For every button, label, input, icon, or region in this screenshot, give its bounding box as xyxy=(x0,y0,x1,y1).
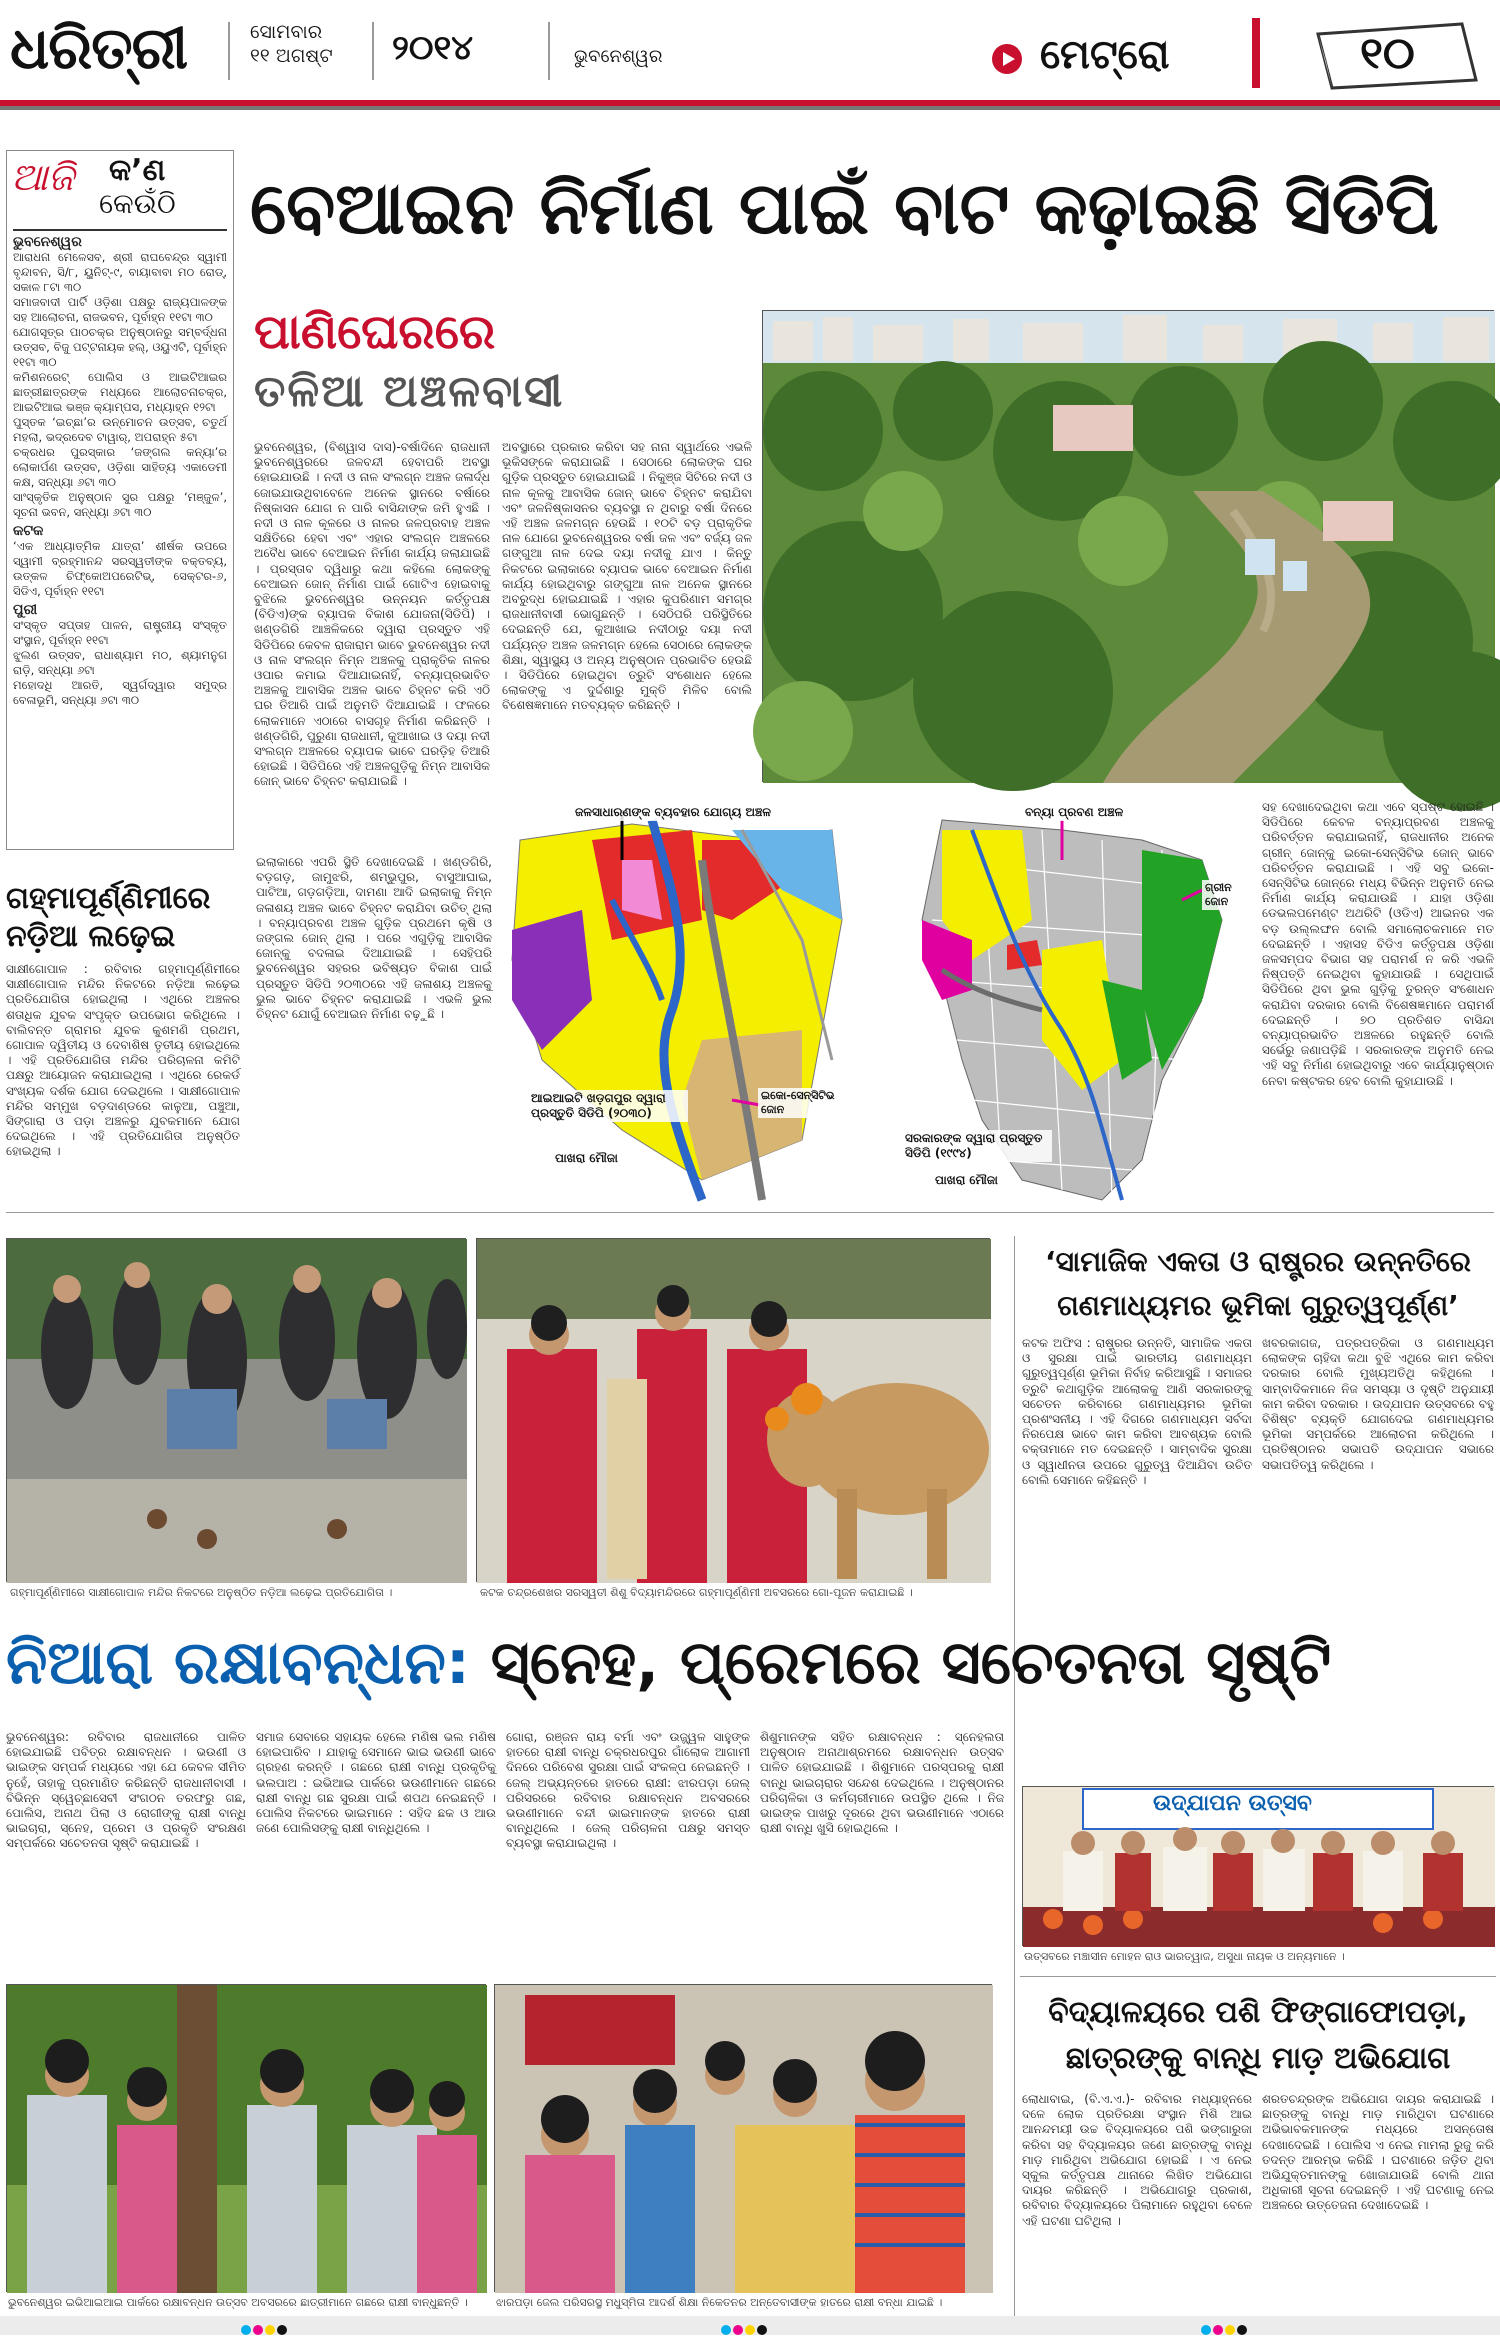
rakhi-body-col4: ଶିଶୁମାନଙ୍କ ସହିତ ରକ୍ଷାବନ୍ଧନ : ସ୍ନେହଲତା ଅନୁଷ୍ଠାନ ଅନାଥାଶ୍ରମରେ ରକ୍ଷାବନ୍ଧନ ଉତ୍ସବ ପାଳିତ ହୋଇଯାଇଛି । ଶିଶୁମାନେ ପରସ୍ପରକୁ ରାକ୍ଷୀ ବାନ୍ଧି ଭାଇଚାରାର ସନ୍ଦେଶ ଦେଇଥିଲେ । ଅନୁଷ୍ଠାନର ପରିଚାଳିକା ଓ କର୍ମଚାରୀମାନେ ଉପସ୍ଥିତ ଥିଲେ । ନିଜ ଭାଇଙ୍କ ପାଖରୁ ଦୂରରେ ଥିବା ଭଉଣୀମାନେ ଏଠାରେ ରାକ୍ଷୀ ବାନ୍ଧି ଖୁସି ହୋଇଥିଲେ । xyxy=(760,1730,1004,1836)
events-listing-box xyxy=(6,150,234,850)
registration-marks xyxy=(1200,2320,1248,2339)
map-left-title: ଜଳସାଧାରଣଙ୍କ ବ୍ୟବହାର ଯୋଗ୍ୟ ଅଞ୍ଚଳ xyxy=(572,804,774,821)
list-item: ‘ଏକ ଆଧ୍ୟାତ୍ମିକ ଯାତ୍ରା’ ଶୀର୍ଷକ ଉପରେ ସ୍ୱାମୀ ବ୍ରହ୍ମାନନ୍ଦ ସରସ୍ୱତୀଙ୍କ ବକ୍ତବ୍ୟ, ଉତ୍କଳ ଚିଫ୍‌କୋଅପରେଟିଭ୍, ସେକ୍ଟର-୬, ସିଡିଏ, ପୂର୍ବାହ୍ନ ୧୧ଟା xyxy=(13,539,227,598)
list-item: ସଂସ୍କୃତ ସପ୍ତାହ ପାଳନ, ରାଷ୍ଟ୍ରୀୟ ସଂସ୍କୃତ ସଂସ୍ଥାନ, ପୂର୍ବାହ୍ନ ୧୧ଟା xyxy=(13,618,227,647)
divider xyxy=(548,22,550,80)
lead-body-col4: ସହ ଦେଖାଦେଇଥିବା କଥା ଏବେ ସ୍ପଷ୍ଟ ହୋଇଛି । ସିଡିପିରେ କେବଳ ବନ୍ୟାପ୍ରବଣ ଅଞ୍ଚଳକୁ ପରିବର୍ତ୍ତନ କରାଯାଇନାହିଁ, ରାଜଧାନୀର ଅନେକ ଗ୍ରୀନ୍ ଜୋନ୍‌କୁ ଇକୋ-ସେନ୍ସିଟିଭ ଜୋନ୍ ଭାବେ ପରିବର୍ତ୍ତନ କରାଯାଇଛି । ଏହି ସବୁ ଇକୋ-ସେନ୍ସିଟିଭ ଜୋନ୍‌ରେ ମଧ୍ୟ ବିଭିନ୍ନ ଅନୁମତି ନେଇ ନିର୍ମାଣ କାର୍ଯ୍ୟ କରାଯାଉଛି । ଯାହା ଓଡ଼ିଶା ଡେଭଲପମେଣ୍ଟ ଅଥରିଟି (ଓଡିଏ) ଆଇନର ଏକ ବଡ଼ ଉଲ୍ଲଙ୍ଘନ ବୋଲି ସମାଲୋଚକମାନେ ମତ ଦେଇଛନ୍ତି । ଏହାସହ ବିଡିଏ କର୍ତ୍ତୃପକ୍ଷ ଓଡ଼ିଶା ଜଳସମ୍ପଦ ବିଭାଗ ସହ ପରାମର୍ଶ ନ କରି ଏଭଳି ନିଷ୍ପତ୍ତି ନେଇଥିବା କୁହାଯାଉଛି । ସେଥିପାଇଁ ସିଡିପିରେ ଥିବା ଭୁଲ ଗୁଡ଼ିକୁ ତୁରନ୍ତ ସଂଶୋଧନ କରାଯିବା ଦରକାର ବୋଲି ବିଶେଷଜ୍ଞମାନେ ପରାମର୍ଶ ଦେଇଛନ୍ତି । ୭୦ ପ୍ରତିଶତ ବାସିନ୍ଦା ବନ୍ୟାପ୍ରଭାବିତ ଅଞ୍ଚଳରେ ରହୁଛନ୍ତି ବୋଲି ସର୍ଭେରୁ ଜଣାପଡ଼ିଛି । ସରକାରଙ୍କ ଅନୁମତି ନେଇ ଏହି ସବୁ ନିର୍ମାଣ ହୋଇଥିବାରୁ ଏବେ କାର୍ଯ୍ୟାନୁଷ୍ଠାନ ନେବା କଷ୍ଟକର ହେବ ବୋଲି କୁହାଯାଉଛି । xyxy=(1262,800,1494,1088)
column-rule xyxy=(1014,1236,1015,2330)
reg-mark xyxy=(1225,2325,1235,2335)
rule xyxy=(13,229,227,231)
issue-year: ୨୦୧୪ xyxy=(392,28,474,68)
coconut-photo-caption: ଗହ୍ମାପୂର୍ଣ୍ଣିମୀରେ ସାକ୍ଷୀଗୋପାଳ ମନ୍ଦିର ନିକଟରେ ଅନୁଷ୍ଠିତ ନଡ଼ିଆ ଲଢ଼େଇ ପ୍ରତିଯୋଗିତା । xyxy=(10,1586,393,1599)
lead-body-col3: ଇଲାକାରେ ଏପରି ସ୍ଥିତି ଦେଖାଦେଇଛି । ଖଣ୍ଡଗିରି, ବଡ଼ଗଡ଼, ଜାମୁଝରି, ଶମ୍ଭୁପୁର, ବାସୁଆଘାଇ, ପାଟିଆ, ଗଡ଼ଗଡ଼ିଆ, ଦାମଣା ଆଦି ଇଲାକାକୁ ନିମ୍ନ ଜଳାଶୟ ଅଞ୍ଚଳ ଭାବେ ଚିହ୍ନଟ କରାଯିବା ଉଚିତ୍ ଥିଲା । ବନ୍ୟାପ୍ରବଣ ଅଞ୍ଚଳ ଗୁଡ଼ିକ ପ୍ରଥମେ କୃଷି ଓ ଜଙ୍ଗଲ ଜୋନ୍ ଥିଲା । ପରେ ଏଗୁଡ଼ିକୁ ଆବାସିକ ଜୋନ୍‌କୁ ବଦଳାଇ ଦିଆଯାଇଛି । ସେହିପରି ଭୁବନେଶ୍ୱର ସହରର ଭବିଷ୍ୟତ ବିକାଶ ପାଇଁ ପ୍ରସ୍ତୁତ ସିଡିପି ୨୦୩୦ରେ ଏହି ଜଳାଶୟ ଅଞ୍ଚଳକୁ ଭୁଲ ଭାବେ ଚିହ୍ନଟ କରାଯାଇଛି । ଏଭଳି ଭୁଲ ଚିହ୍ନଟ ଯୋଗୁଁ ବେଆଇନ ନିର୍ମାଣ ବଢ଼ୁଛି । xyxy=(256,855,492,1022)
gahma-headline xyxy=(6,880,244,956)
cdp-maps xyxy=(502,800,1254,1205)
reg-mark xyxy=(757,2325,767,2335)
lead-subhead: ତଳିଆ ଅଞ୍ଚଳବାସୀ xyxy=(254,366,565,417)
media-body-col1: କଟକ ଅଫିସ : ରାଷ୍ଟ୍ରର ଉନ୍ନତି, ସାମାଜିକ ଏକତା ଓ ସୁରକ୍ଷା ପାଇଁ ଭାରତୀୟ ଗଣମାଧ୍ୟମ ଗୁରୁତ୍ୱପୂର୍ଣ୍ଣ ଭୂମିକା ନିର୍ବାହ କରିଆସୁଛି । ସମାଜର ତ୍ରୁଟି କଥାଗୁଡ଼ିକ ଆଲୋକକୁ ଆଣି ସରକାରଙ୍କୁ ସଚେତନ କରିବାରେ ଗଣମାଧ୍ୟମର ଭୂମିକା ପ୍ରଶଂସନୀୟ । ଏହି ଦିଗରେ ଗଣମାଧ୍ୟମ ସର୍ବଦା ନିରପେକ୍ଷ ଭାବେ କାମ କରିବା ଆବଶ୍ୟକ ବୋଲି ବକ୍ତାମାନେ ମତ ଦେଇଛନ୍ତି । ସାମ୍ବାଦିକ ସୁରକ୍ଷା ଓ ସ୍ୱାଧୀନତା ଉପରେ ଗୁରୁତ୍ୱ ଦିଆଯିବା ଉଚିତ ବୋଲି ସେମାନେ କହିଛନ୍ତି । xyxy=(1022,1336,1252,1487)
page-number-tag xyxy=(1312,22,1480,92)
map-left-river: ପାଖରା ମୌଜା xyxy=(552,1150,621,1167)
listing-title-l2: କେଉଁଠି xyxy=(99,187,176,220)
rakhi-body-col1: ଭୁବନେଶ୍ୱର: ରବିବାର ରାଜଧାନୀରେ ପାଳିତ ହୋଇଯାଇଛି ପବିତ୍ର ରକ୍ଷାବନ୍ଧନ । ଭଉଣୀ ଓ ଭାଇଙ୍କ ସମ୍ପର୍କ ମଧ୍ୟରେ ଏହା ଯେ କେବଳ ସୀମିତ ନୁହେଁ, ତାହାକୁ ପ୍ରମାଣିତ କରିଛନ୍ତି ରାଜଧାନୀବାସୀ । ବିଭିନ୍ନ ସ୍ୱେଚ୍ଛାସେବୀ ସଂଗଠନ ତରଫରୁ ଗଛ, ପୋଲିସ, ଅନାଥ ପିଲା ଓ ରୋଗୀଙ୍କୁ ରାକ୍ଷୀ ବାନ୍ଧି ଭାଇଚାରା, ସ୍ନେହ, ପ୍ରେମ ଓ ପ୍ରକୃତି ସଂରକ୍ଷଣ ସମ୍ପର୍କରେ ସଚେତନତା ସୃଷ୍ଟି କରାଯାଇଛି । xyxy=(6,1730,246,1851)
play-icon xyxy=(992,44,1022,74)
rakhi-body-col2: ସମାଜ ସେବାରେ ସହାୟକ ହେଲେ ମଣିଷ ଭଲ ମଣିଷ ହୋଇପାରିବ । ଯାହାକୁ ସେମାନେ ଭାଇ ଭଉଣୀ ଭାବେ ଗ୍ରହଣ କରନ୍ତି । ଗଛରେ ରାକ୍ଷୀ ବାନ୍ଧି ପ୍ରକୃତିକୁ ଭଲପାଅ : ଇଭିଆଇ ପାର୍କରେ ଭଉଣୀମାନେ ଗଛରେ ରାକ୍ଷୀ ବାନ୍ଧି ଗଛ ସୁରକ୍ଷା ପାଇଁ ଶପଥ ନେଇଛନ୍ତି । ପୋଲିସ ନିକଟରେ ଭାଇମାନେ : ସହିଦ ଛକ ଓ ଆଉ ଜଣେ ପୋଲିସଙ୍କୁ ରାକ୍ଷୀ ବାନ୍ଧିଥିଲେ । xyxy=(256,1730,496,1836)
school-body-col1: ଲୋଧାବାଇ, (ବି.ଏ.ଏ.)- ରବିବାର ମଧ୍ୟାହ୍ନରେ ଦଳେ ଲୋକ ପ୍ରତିରକ୍ଷା ସଂସ୍ଥାନ ମିଶି ଆଇ ଆନନ୍ଦମୟୀ ଉଚ୍ଚ ବିଦ୍ୟାଳୟରେ ପଶି ଭଙ୍ଗାରୁଜା କରିବା ସହ ବିଦ୍ୟାଳୟର ଜଣେ ଛାତ୍ରଙ୍କୁ ବାନ୍ଧି ମାଡ଼ ମାରିଥିବା ଅଭିଯୋଗ ହୋଇଛି । ଏ ନେଇ ସ୍କୁଲ କର୍ତ୍ତୃପକ୍ଷ ଥାନାରେ ଲିଖିତ ଅଭିଯୋଗ ଦାୟର କରିଛନ୍ତି । ଅଭିଯୋଗରୁ ପ୍ରକାଶ, ରବିବାର ବିଦ୍ୟାଳୟରେ ପିଲାମାନେ ରହୁଥିବା ବେଳେ ଏହି ଘଟଣା ଘଟିଥିଲା । xyxy=(1022,2092,1252,2228)
listing-body xyxy=(13,235,227,843)
header-grey-rule xyxy=(0,106,1500,110)
city-bhubaneswar: ଭୁବନେଶ୍ୱର xyxy=(13,234,82,250)
map-right-zone: ଗ୍ରୀନ ଜୋନ xyxy=(1202,880,1252,910)
map-right-caption: ସରକାରଙ୍କ ଦ୍ୱାରା ପ୍ରସ୍ତୁତ ସିଡିପି (୧୯୯୪) xyxy=(902,1130,1052,1162)
paper-name: ଧରିତ୍ରୀ xyxy=(10,14,188,82)
section-name: ମେଟ୍ରୋ xyxy=(1040,32,1170,78)
city-cuttack: କଟକ xyxy=(13,523,44,539)
city-puri: ପୁରୀ xyxy=(13,602,38,618)
reg-mark xyxy=(1201,2325,1211,2335)
media-body-col2: ଖବରକାଗଜ, ପତ୍ରପତ୍ରିକା ଓ ଗଣମାଧ୍ୟମ ଲୋକଙ୍କ ଚାହିଦା କଥା ବୁଝି ଏଥିରେ କାମ କରିବା ଦରକାର ବୋଲି ମୁଖ୍ୟଅତିଥି କହିଥିଲେ । ସାମ୍ବାଦିକମାନେ ନିଜ ସମସ୍ୟା ଓ ଦୃଷ୍ଟି ଅନୁଯାୟୀ କାମ କରିବା ଦରକାର । ଉଦ୍‌ଯାପନ ଉତ୍ସବରେ ବହୁ ବିଶିଷ୍ଟ ବ୍ୟକ୍ତି ଯୋଗଦେଇ ଗଣମାଧ୍ୟମର ଭୂମିକା ସମ୍ପର୍କରେ ଆଲୋଚନା କରିଥିଲେ । ପ୍ରତିଷ୍ଠାନର ସଭାପତି ଉଦ୍‌ଯାପନ ସଭାରେ ସଭାପତିତ୍ୱ କରିଥିଲେ । xyxy=(1262,1336,1494,1472)
map-right-river: ପାଖରା ମୌଜା xyxy=(932,1172,1001,1189)
lead-kicker: ପାଣିଘେରରେ xyxy=(254,304,496,360)
map-left xyxy=(502,800,1254,1205)
divider xyxy=(372,22,374,80)
lead-body-col1: ଭୁବନେଶ୍ୱର, (ବିଶ୍ୱାସ ଦାସ)-ବର୍ଷାଦିନେ ରାଜଧାନୀ ଭୁବନେଶ୍ୱରରେ ଜଳବନ୍ଦୀ ହେବାପରି ଅବସ୍ଥା ହୋଇଯାଉଛି । ନଦୀ ଓ ନାଳ ସଂଲଗ୍ନ ଅଞ୍ଚଳ ଜଳାର୍ଦ୍ଧ ଜୋଇଯାଉଥିବାବେଳେ ଅନେକ ସ୍ଥାନରେ ବର୍ଷାରେ ନିଷ୍କାସନ ଯୋଗ ନ ପାରି ବାସିନ୍ଦାଙ୍କ ଜମି ହୁଏଛି । ନଦୀ ଓ ନାଳ କୂଳରେ ଓ ନାଳର ଜଳପ୍ରବାହ ଅଞ୍ଚଳ ସକ୍ଷିତିରେ ହେବା ଏବଂ ଏହାର ସଂଲଗ୍ନ ଅଞ୍ଚଳରେ ଅବୈଧ ଭାବେ ବେଆଇନ ନିର୍ମାଣ କାର୍ଯ୍ୟ ଜଲାଯାଇଛି । ପ୍ରସ୍ତାବ ଦ୍ୱିଧାରୁ କଥା କହିଲେ ଲୋକଙ୍କୁ ବେଆଇନ ଜୋନ୍ ନିର୍ମାଣ ପାଇଁ ଗୋଟିଏ ହୋଇବାକୁ ବୁଝିଲେ ଭୁବନେଶ୍ୱର ଉନ୍ନୟନ କର୍ତ୍ତୃପକ୍ଷ (ବିଡିଏ)ଙ୍କ ବ୍ୟାପକ ବିକାଶ ଯୋଜନା(ସିଡିପି) । ଖଣ୍ଡଗିରି ଆଞ୍ଚଳିକରେ ଦ୍ୱାରା ପ୍ରସ୍ତୁତ ଏହି ସିଡିପିରେ କେବଳ ରାଜାରାମ ଭାବେ ଭୁବନେଶ୍ୱର ନଦୀ ଓ ନାଳ ସଂଲଗ୍ନ ନିମ୍ନ ଅଞ୍ଚଳକୁ ପ୍ରାକୃତିକ ନାଳର ଓପାର କମାଇ ଦିଆଯାଇନାହିଁ, ବନ୍ୟାପ୍ରଭାବିତ ଅଞ୍ଚଳକୁ ଆବାସିକ ଅଞ୍ଚଳ ଭାବେ ଚିହ୍ନଟ କରି ଏଠି ଘର ତିଆରି ପାଇଁ ଅନୁମତି ଦିଆଯାଇଛି । ଫଳରେ ଲୋକମାନେ ଏଠାରେ ବାସଗୃହ ନିର୍ମାଣ କରିଛନ୍ତି । ଖଣ୍ଡଗିରି, ପୁରୁଣା ରାଜଧାନୀ, କୁଆଖାଇ ଓ ଦୟା ନଦୀ ସଂଲଗ୍ନ ଅଞ୍ଚଳରେ ବ୍ୟାପକ ଭାବେ ଘରଡ଼ିହ ତିଆରି ହୋଇଛି । ସିଡିପିରେ ଏହି ଅଞ୍ଚଳଗୁଡ଼ିକୁ ନିମ୍ନ ଆବାସିକ ଜୋନ୍ ଭାବେ ଚିହ୍ନଟ କରାଯାଇଛି । xyxy=(254,440,490,789)
list-item: ଆରାଧନା ମେଳେସବ, ଶ୍ରୀ ରାଘବେନ୍ଦ୍ର ସ୍ୱାମୀ ବୃନ୍ଦାବନ, ସି/୮, ୟୁନିଟ୍-୯, ବାୟାବାବା ମଠ ରୋଡ୍, ସକାଳ ୮ଟା ୩୦ xyxy=(13,250,227,294)
reg-mark xyxy=(1213,2325,1223,2335)
cow-puja-photo xyxy=(476,1238,990,1582)
section-rule xyxy=(1020,1976,1496,1977)
list-item: ମହୋଦଧି ଆରତି, ସ୍ୱର୍ଗଦ୍ୱାର ସମୁଦ୍ର ବେଳାଭୂମି, ସନ୍ଧ୍ୟା ୬ଟା ୩୦ xyxy=(13,678,227,707)
school-headline-l2: ଛାତ୍ରଙ୍କୁ ବାନ୍ଧି ମାଡ଼ ଅଭିଯୋଗ xyxy=(1065,2041,1451,2076)
children-rakhi-photo xyxy=(494,1984,992,2292)
page-number: ୧୦ xyxy=(1360,28,1415,79)
ceremony-banner: ଉଦ୍‌ଯାପନ ଉତ୍ସବ xyxy=(1153,1791,1312,1816)
list-item: ସମାଜବାଦୀ ପାର୍ଟି ଓଡ଼ିଶା ପକ୍ଷରୁ ରାଜ୍ୟପାଳଙ୍କ ସହ ଆଲୋଚନା, ରାଜଭବନ, ପୂର୍ବାହ୍ନ ୧୧ଟା ୩୦ xyxy=(13,295,227,324)
list-item: ଚକ୍ରଧର ପୁରସ୍କାର ‘ଜଙ୍ଗଲ କନ୍ୟା’ର ଲୋକାର୍ପଣ ଉତ୍ସବ, ଓଡ଼ିଶା ସାହିତ୍ୟ ଏକାଡେମୀ କକ୍ଷ, ସନ୍ଧ୍ୟା ୬ଟା ୩୦ xyxy=(13,445,227,489)
media-headline xyxy=(1020,1240,1496,1328)
lead-headline: ବେଆଇନ ନିର୍ମାଣ ପାଇଁ ବାଟ କଢ଼ାଇଛି ସିଡିପି xyxy=(250,166,1439,250)
section-marker xyxy=(1252,18,1260,88)
reg-mark xyxy=(721,2325,731,2335)
issue-date xyxy=(250,20,333,68)
rakhi-headline-blue: ନିଆରା ରକ୍ଷାବନ୍ଧନ: xyxy=(6,1628,470,1698)
children-photo-caption: ଝାରପଡ଼ା ଜେଲ ପରିସରସ୍ଥ ମଧୁସ୍ମିତା ଆଦର୍ଶ ଶିକ୍ଷା ନିକେତନର ଅନ୍ତେବାସୀଙ୍କ ହାତରେ ରାକ୍ଷୀ ବନ୍ଧା ଯାଇଛି । xyxy=(496,2296,943,2309)
map-right-title: ବନ୍ୟା ପ୍ରବଣ ଅଞ୍ଚଳ xyxy=(1022,804,1126,821)
ceremony-photo-caption: ଉତ୍ସବରେ ମଞ୍ଚାସୀନ ମୋହନ ରାଓ ଭାରତ୍ୱାଜ, ଅସୁଧା ନାୟକ ଓ ଅନ୍ୟମାନେ । xyxy=(1024,1950,1345,1963)
lead-body-col2: ଅବସ୍ଥାରେ ପ୍ରକାର କରିବା ସହ ନାନା ସ୍ୱାର୍ଥରେ ଏଭଳି ଭୂକିସଙ୍କେ କରାଯାଇଛି । ସେଠାରେ ଲୋକଙ୍କ ଘର ଗୁଡ଼ିକ ପ୍ରସ୍ତୁତ ହୋଇଯାଇଛି । ନିକୁଞ୍ଜ ସିଟିରେ ନଦୀ ଓ ନାଳ କୂଳକୁ ଆବାସିକ ଜୋନ୍ ଭାବେ ଚିହ୍ନଟ କରାଯିବା ଏବଂ ଜଳନିଷ୍କାସନର ବ୍ୟବସ୍ଥା ନ ଥିବାରୁ ବର୍ଷା ଦିନରେ ଏହି ଅଞ୍ଚଳ ଜଳମଗ୍ନ ହେଉଛି । ୧୦ଟି ବଡ଼ ପ୍ରାକୃତିକ ନାଳ ଯୋଗେ ଭୁବନେଶ୍ୱରର ବର୍ଷା ଜଳ ଏବଂ ବର୍ଜ୍ୟ ଜଳ ଗଙ୍ଗୁଆ ନାଳ ଦେଇ ଦୟା ନଦୀକୁ ଯାଏ । କିନ୍ତୁ ନିକଟରେ ଇଲାକାରେ ବ୍ୟାପକ ଭାବେ ବେଆଇନ ନିର୍ମାଣ କାର୍ଯ୍ୟ ହୋଇଥିବାରୁ ଗଙ୍ଗୁଆ ନାଳ ଅନେକ ସ୍ଥାନରେ ଅବରୁଦ୍ଧ ହୋଇଯାଇଛି । ଏହାର କୁପରିଣାମ ସମଗ୍ର ରାଜଧାନୀବାସୀ ଭୋଗୁଛନ୍ତି । ସେଠିପରି ପରିସ୍ଥିତିରେ ଦେଇଛନ୍ତି ଯେ, କୁଆଖାଇ ନଦୀଠାରୁ ଦୟା ନଦୀ ପର୍ଯ୍ୟନ୍ତ ଅଞ୍ଚଳ ଜଳମଗ୍ନ ହେଲେ ସେଠାରେ ଲୋକଙ୍କ ଶିକ୍ଷା, ସ୍ୱାସ୍ଥ୍ୟ ଓ ଅନ୍ୟ ଅନୁଷ୍ଠାନ ପ୍ରଭାବିତ ହେଉଛି । ସିଡିପିରେ ହୋଇଥିବା ତ୍ରୁଟି ସଂଶୋଧନ ହେଲେ ଲୋକଙ୍କୁ ଏ ଦୁର୍ଦ୍ଦଶାରୁ ମୁକ୍ତି ମିଳିବ ବୋଲି ବିଶେଷଜ୍ଞମାନେ ମତବ୍ୟକ୍ତ କରିଛନ୍ତି । xyxy=(502,440,752,713)
divider xyxy=(228,22,230,80)
cow-photo-caption: କଟକ ଚନ୍ଦ୍ରଶେଖର ସରସ୍ୱତୀ ଶିଶୁ ବିଦ୍ୟାମନ୍ଦିରରେ ଗହ୍ମାପୂର୍ଣ୍ଣିମୀ ଅବସରରେ ଗୋ-ପୂଜନ କରାଯାଇଛି । xyxy=(480,1586,913,1599)
list-item: ସାଂସ୍କୃତିକ ଅନୁଷ୍ଠାନ ସୁର ପକ୍ଷରୁ ‘ମଞ୍ଜୁଳ’, ସୂଚନା ଭବନ, ସନ୍ଧ୍ୟା ୬ଟା ୩୦ xyxy=(13,490,227,519)
tree-photo-caption: ଭୁବନେଶ୍ୱର ଇଭିଆଇଆଇ ପାର୍କରେ ରକ୍ଷାବନ୍ଧନ ଉତ୍ସବ ଅବସରରେ ଛାତ୍ରୀମାନେ ଗଛରେ ରାକ୍ଷୀ ବାନ୍ଧୁଛନ୍ତି । xyxy=(8,2296,468,2309)
gahma-headline-l1: ଗହ୍ମାପୂର୍ଣ୍ଣିମୀରେ xyxy=(6,881,211,916)
media-headline-l1: ‘ସାମାଜିକ ଏକତା ଓ ରାଷ୍ଟ୍ରର ଉନ୍ନତିରେ xyxy=(1044,1245,1472,1278)
school-headline-l1: ବିଦ୍ୟାଳୟରେ ପଶି ଫିଙ୍ଗାଫୋପଡ଼ା, xyxy=(1048,1995,1468,2030)
issue-date-text: ୧୧ ଅଗଷ୍ଟ xyxy=(250,45,333,67)
rakhi-body-col3: ଗୋରା, ରଞ୍ଜନ ରାୟ ବର୍ମା ଏବଂ ଉଜ୍ଜ୍ୱଳ ସାହୁଙ୍କ ହାତରେ ରାକ୍ଷୀ ବାନ୍ଧି ଚକ୍ରଧରପୁର ଗାଁଲୋକ ଆଗାମୀ ଦିନରେ ପରିବେଶ ସୁରକ୍ଷା ପାଇଁ ସଂକଳ୍ପ ନେଇଛନ୍ତି । ଜେଲ୍ ଅଭ୍ୟନ୍ତରେ ହାତରେ ରାକ୍ଷୀ: ଝାରପଡ଼ା ଜେଲ୍ ପରିସରରେ ରବିବାର ରକ୍ଷାବନ୍ଧନ ଅବସରରେ ଭଉଣୀମାନେ ବନ୍ଦୀ ଭାଇମାନଙ୍କ ହାତରେ ରାକ୍ଷୀ ବାନ୍ଧିଥିଲେ । ଜେଲ୍ ପରିଚାଳନା ପକ୍ଷରୁ ସମସ୍ତ ବ୍ୟବସ୍ଥା କରାଯାଇଥିଲା । xyxy=(506,1730,750,1851)
coconut-fight-photo xyxy=(6,1238,466,1582)
tree-rakhi-photo xyxy=(6,1984,486,2292)
ceremony-photo xyxy=(1022,1786,1494,1946)
map-left-caption: ଆଇଆଇଟି ଖଡ଼ଗପୁର ଦ୍ୱାରା ପ୍ରସ୍ତୁତି ସିଡିପି (୨୦୩୦) xyxy=(528,1090,688,1122)
list-item: ଯୋଗସୂତ୍ର ପାଠଚକ୍ର ଅନୁଷ୍ଠାନରୁ ସମ୍ବର୍ଦ୍ଧନା ଉତ୍ସବ, ବିଜୁ ପଟ୍ଟନାୟକ ହଲ୍, ଓୟୁଏଟି, ପୂର୍ବାହ୍ନ ୧୧ଟା ୩୦ xyxy=(13,325,227,369)
listing-title-l1: କ’ଣ xyxy=(109,153,166,188)
reg-mark xyxy=(1237,2325,1247,2335)
list-item: କମିଶନରେଟ୍ ପୋଲିସ ଓ ଆଇଟିଆଇର ଛାତ୍ରୀଛାତ୍ରଙ୍କ ମଧ୍ୟରେ ଆଲୋଚନାଚକ୍ର, ଆଇଟିଆଇ ଭଞ୍ଜ କ୍ୟାମ୍ପସ, ମଧ୍ୟାହ୍ନ ୧୨ଟା xyxy=(13,370,227,414)
edition-city: ଭୁବନେଶ୍ୱର xyxy=(574,46,663,67)
registration-marks xyxy=(240,2320,288,2339)
reg-mark xyxy=(277,2325,287,2335)
gahma-headline-l2: ନଡ଼ିଆ ଲଢ଼େଇ xyxy=(6,919,176,954)
list-item: ପୁସ୍ତକ ‘ଇଚ୍ଛା’ର ଉନ୍ମୋଚନ ଉତ୍ସବ, ଚତୁର୍ଥ ମହଲା, ଭଦ୍ରଦେବ ଟାୱାର୍, ଅପରାହ୍ନ ୫ଟା xyxy=(13,415,227,444)
issue-day: ସୋମବାର xyxy=(250,21,323,43)
reg-mark xyxy=(253,2325,263,2335)
media-headline-l2: ଗଣମାଧ୍ୟମର ଭୂମିକା ଗୁରୁତ୍ୱପୂର୍ଣ୍ଣ’ xyxy=(1057,1289,1459,1322)
rakhi-headline-black: ସ୍ନେହ, ପ୍ରେମରେ ସଚେତନତା ସୃଷ୍ଟି xyxy=(490,1628,1332,1698)
school-body-col2: ଶରତଚନ୍ଦ୍ରଙ୍କ ଅଭିଯୋଗ ଦାୟର କରାଯାଇଛି । ଛାତ୍ରଙ୍କୁ ବାନ୍ଧି ମାଡ଼ ମାରିଥିବା ଘଟଣାରେ ଅଭିଭାବକମାନଙ୍କ ମଧ୍ୟରେ ଅସନ୍ତୋଷ ଦେଖାଦେଇଛି । ପୋଲିସ ଏ ନେଇ ମାମଲା ରୁଜୁ କରି ତଦନ୍ତ ଆରମ୍ଭ କରିଛି । ଘଟଣାରେ ଜଡ଼ିତ ଥିବା ଅଭିଯୁକ୍ତମାନଙ୍କୁ ଖୋଜାଯାଉଛି ବୋଲି ଥାନା ଅଧିକାରୀ ସୂଚନା ଦେଇଛନ୍ତି । ଏହି ଘଟଣାକୁ ନେଇ ଅଞ୍ଚଳରେ ଉତ୍ତେଜନା ଦେଖାଦେଇଛି । xyxy=(1262,2092,1494,2213)
flood-photo xyxy=(762,310,1494,782)
registration-marks xyxy=(720,2320,768,2339)
map-left-zone: ଇକୋ-ସେନ୍ସିଟିଭ ଜୋନ xyxy=(758,1088,838,1118)
reg-mark xyxy=(265,2325,275,2335)
reg-mark xyxy=(241,2325,251,2335)
reg-mark xyxy=(745,2325,755,2335)
rakhi-headline xyxy=(6,1608,1332,1718)
school-headline xyxy=(1020,1990,1496,2082)
masthead-bar xyxy=(0,0,1500,100)
list-item: ଝୁଲଣ ଉତ୍ସବ, ରାଧାଶ୍ୟାମ ମଠ, ଶ୍ୟାମନୁଗ ରାଡ଼ି, ସନ୍ଧ୍ୟା ୬ଟା xyxy=(13,648,227,677)
aaji-label: ଆଜି xyxy=(11,155,75,199)
gahma-body: ସାକ୍ଷୀଗୋପାଳ : ରବିବାର ଗହ୍ମାପୂର୍ଣ୍ଣିମୀରେ ସାକ୍ଷୀଗୋପାଳ ମନ୍ଦିର ନିକଟରେ ନଡ଼ିଆ ଲଢ଼େଇ ପ୍ରତିଯୋଗିତା ହୋଇଥିଲା । ଏଥିରେ ଅଞ୍ଚଳର ଶତାଧିକ ଯୁବକ ସଂପୃକ୍ତ ଉପଭୋଗ କରିଥିଲେ । ବାଲିବନ୍ତ ଗ୍ରାମର ଯୁବକ କୁଶମଣି ପ୍ରଥମ, ଗୋପାଳ ଦ୍ୱିତୀୟ ଓ ଦେବାଶିଷ ତୃତୀୟ ହୋଇଥିଲେ । ଏହି ପ୍ରତିଯୋଗିତା ମନ୍ଦିର ପରିଚାଳନା କମିଟି ପକ୍ଷରୁ ଆୟୋଜନ କରାଯାଇଥିଲା । ଏଥିରେ ରେକର୍ଡ ସଂଖ୍ୟକ ଦର୍ଶକ ଯୋଗ ଦେଇଥିଲେ । ସାକ୍ଷୀଗୋପାଳ ମନ୍ଦିର ସମ୍ମୁଖ ବଡ଼ଦାଣ୍ଡରେ କାଳୁଆ, ପଞ୍ଚୁଆ, ସିଙ୍ଗାରା ଓ ପଡ଼ା ଅଞ୍ଚଳରୁ ଯୁବକମାନେ ଯୋଗ ଦେଇଥିଲେ । ଏହି ପ୍ରତିଯୋଗିତା ଅନୁଷ୍ଠିତ ହୋଇଥିଲା । xyxy=(6,962,240,1159)
section-rule xyxy=(6,1212,1494,1213)
reg-mark xyxy=(733,2325,743,2335)
